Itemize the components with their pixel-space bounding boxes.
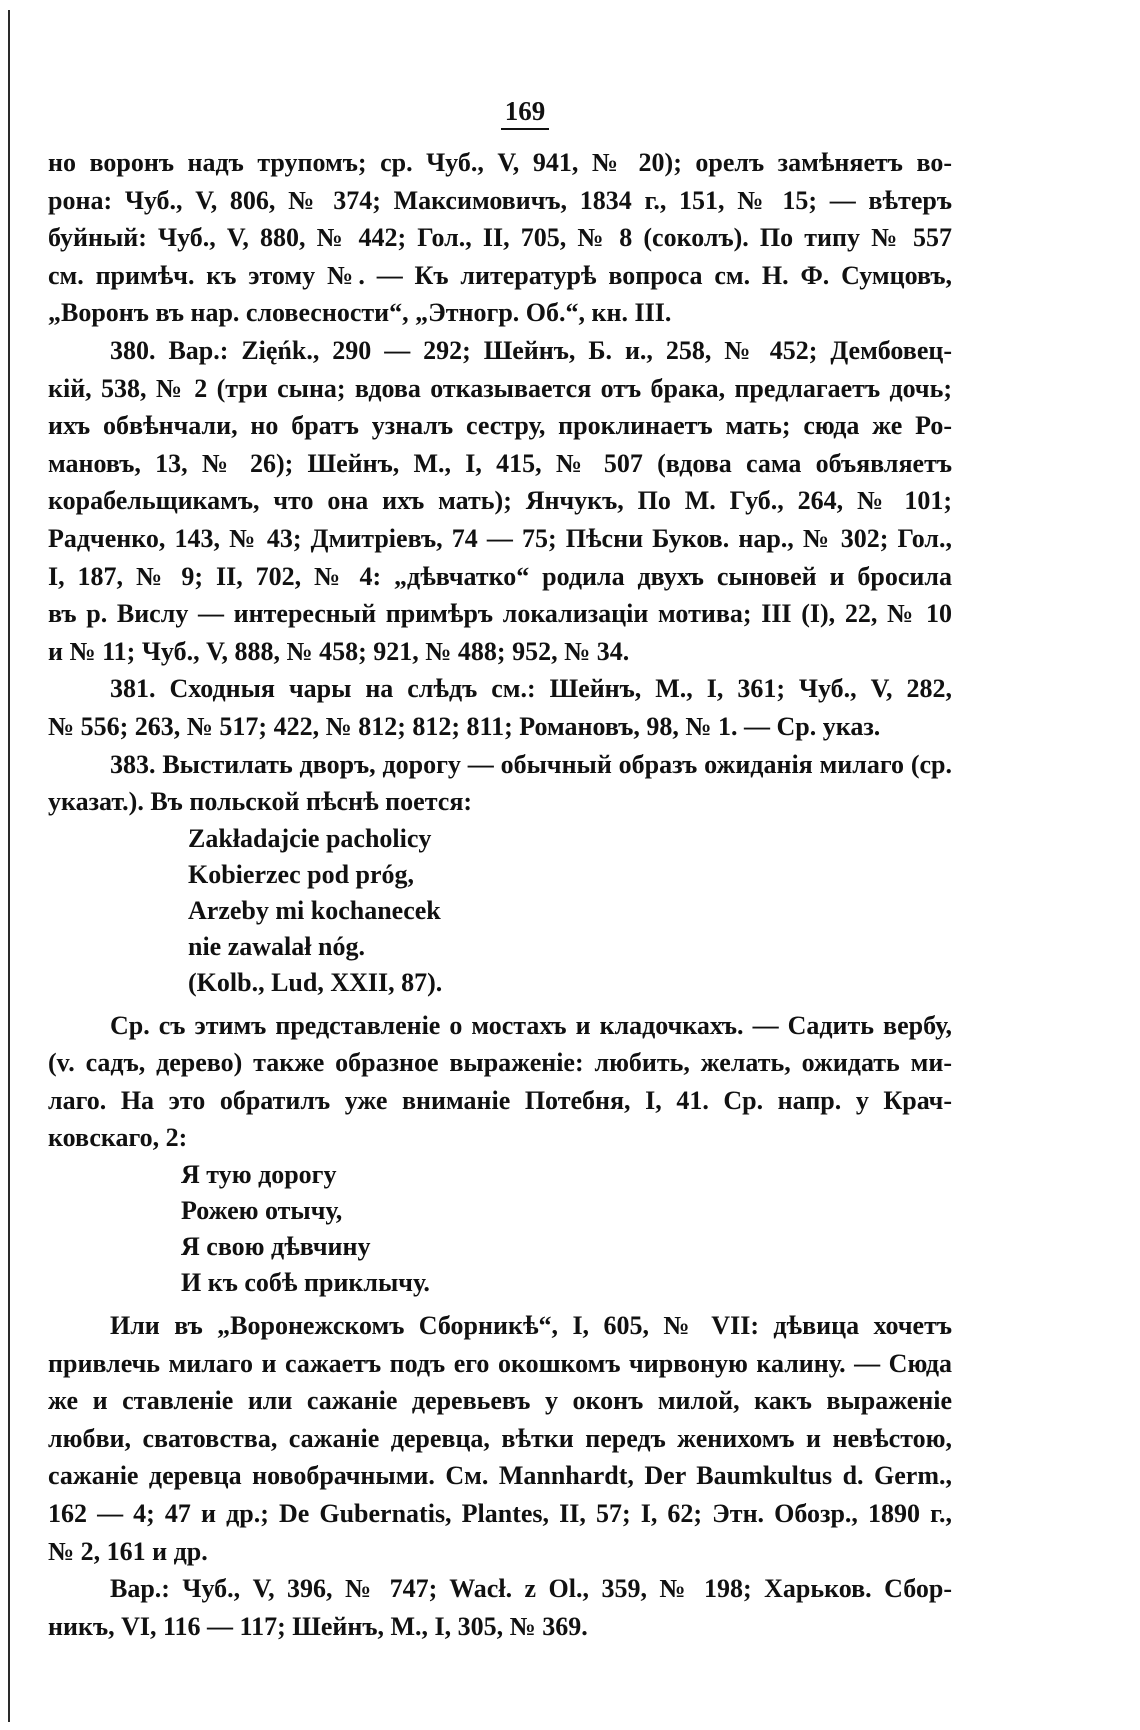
note-number: 380. <box>110 335 156 365</box>
text-line: см. примѣч. къ этому №. — Къ литературѣ вопроса см. Н. Ф. Сумцовъ, <box>48 260 952 290</box>
verse-line: Zakładajcie pacholicy <box>188 823 432 853</box>
text-line: сажаніе деревца новобрачными. См. Mannhardt, Der Baumkultus d. Germ., <box>48 1461 952 1491</box>
text-line: и № 11; Чуб., V, 888, № 458; 921, № 488; 952, № 34. <box>48 636 630 666</box>
paragraph-voronezh <box>48 1307 952 1570</box>
text-line: 380. Вар.: Zięńk., 290 — 292; Шейнъ, Б. и., 258, № 452; Дембовец- <box>110 335 953 365</box>
note-number: 383. <box>110 749 156 779</box>
text-line: № 2, 161 и др. <box>48 1536 208 1566</box>
text-line: I, 187, № 9; II, 702, № 4: „дѣвчатко“ родила двухъ сыновей и бросила <box>48 561 952 591</box>
text-line: указат.). Въ польской пѣснѣ поется: <box>48 787 473 817</box>
book-page <box>48 96 952 1645</box>
text-line: лаго. На это обратилъ уже вниманіе Потебня, I, 41. Ср. напр. у Крач- <box>48 1085 952 1115</box>
text-line: буйный: Чуб., V, 880, № 442; Гол., II, 705, № 8 (соколъ). По типу № 557 <box>48 223 952 253</box>
verse-line: Рожею отычу, <box>181 1196 343 1226</box>
text-line: мановъ, 13, № 26); Шейнъ, М., I, 415, № 507 (вдова сама объявляетъ <box>48 448 952 478</box>
text-line: (v. садъ, дерево) также образное выраженіе: любить, желать, ожидать ми- <box>48 1048 952 1078</box>
note-383 <box>48 746 952 821</box>
text-line: привлечь милаго и сажаетъ подъ его окошкомъ чирвоную калину. — Сюда <box>48 1348 952 1378</box>
text-line: 383. Выстилать дворъ, дорогу — обычный образъ ожиданія милаго (ср. <box>110 749 952 779</box>
verse-line: Kobierzec pod próg, <box>188 859 415 889</box>
text-line: въ р. Вислу — интересный примѣръ локализаціи мотива; III (I), 22, № 10 <box>48 599 952 629</box>
text-line: 162 — 4; 47 и др.; De Gubernatis, Plantes, II, 57; I, 62; Этн. Обозр., 1890 г., <box>48 1499 952 1529</box>
text-line: Ср. съ этимъ представленіе о мостахъ и кладочкахъ. — Садить вербу, <box>110 1010 952 1040</box>
text-line: „Воронъ въ нар. словесности“, „Этногр. Об.“, кн. III. <box>48 298 672 328</box>
text-line: корабельщикамъ, что она ихъ мать); Янчукъ, По М. Губ., 264, № 101; <box>48 486 952 516</box>
text-line: но воронъ надъ трупомъ; ср. Чуб., V, 941, № 20); орелъ замѣняетъ во- <box>48 148 952 177</box>
verse-line: Arzeby mi kochanecek <box>188 895 441 925</box>
text-line: Или въ „Воронежскомъ Сборникѣ“, I, 605, № VII: дѣвица хочетъ <box>110 1311 952 1341</box>
verse-line: И къ собѣ приклычу. <box>181 1268 430 1298</box>
text-line: кій, 538, № 2 (три сына; вдова отказывается отъ брака, предлагаетъ дочь; <box>48 373 952 403</box>
verse-line: Я тую дорогу <box>181 1160 337 1190</box>
verse-line: Я свою дѣвчину <box>181 1232 371 1262</box>
verse-ukrainian <box>48 1157 952 1301</box>
paragraph-intro <box>48 144 952 332</box>
text-line: любви, сватовства, сажаніе деревца, вѣтки передъ женихомъ и невѣстою, <box>48 1423 952 1453</box>
note-number: 381. <box>110 674 156 704</box>
note-380 <box>48 332 952 670</box>
verse-line: nie zawalał nóg. <box>188 931 365 961</box>
paragraph-comparison <box>48 1007 952 1157</box>
text-line: никъ, VI, 116 — 117; Шейнъ, М., I, 305, № 369. <box>48 1611 588 1641</box>
text-line: Вар.: Чуб., V, 396, № 747; Wacł. z Ol., 359, № 198; Харьков. Сбор- <box>110 1574 952 1604</box>
verse-polish <box>48 821 952 1001</box>
scan-margin-line <box>8 10 10 1722</box>
verse-source: (Kolb., Lud, XXII, 87). <box>188 967 443 997</box>
text-line: ихъ обвѣнчали, но братъ узналъ сестру, проклинаетъ мать; сюда же Ро- <box>48 411 952 441</box>
paragraph-variants <box>48 1570 952 1645</box>
text-line: ковскаго, 2: <box>48 1123 188 1153</box>
text-line: Радченко, 143, № 43; Дмитріевъ, 74 — 75; Пѣсни Буков. нар., № 302; Гол., <box>48 523 952 553</box>
page-number: 169 <box>48 96 952 130</box>
note-381 <box>48 670 952 745</box>
text-line: же и ставленіе или сажаніе деревьевъ у оконъ милой, какъ выраженіе <box>48 1386 952 1416</box>
text-line: рона: Чуб., V, 806, № 374; Максимовичъ, 1834 г., 151, № 15; — вѣтеръ <box>48 185 952 215</box>
text-line: № 556; 263, № 517; 422, № 812; 812; 811; Романовъ, 98, № 1. — Ср. указ. <box>48 711 881 741</box>
text-line: 381. Сходныя чары на слѣдъ см.: Шейнъ, М., I, 361; Чуб., V, 282, <box>110 674 953 704</box>
